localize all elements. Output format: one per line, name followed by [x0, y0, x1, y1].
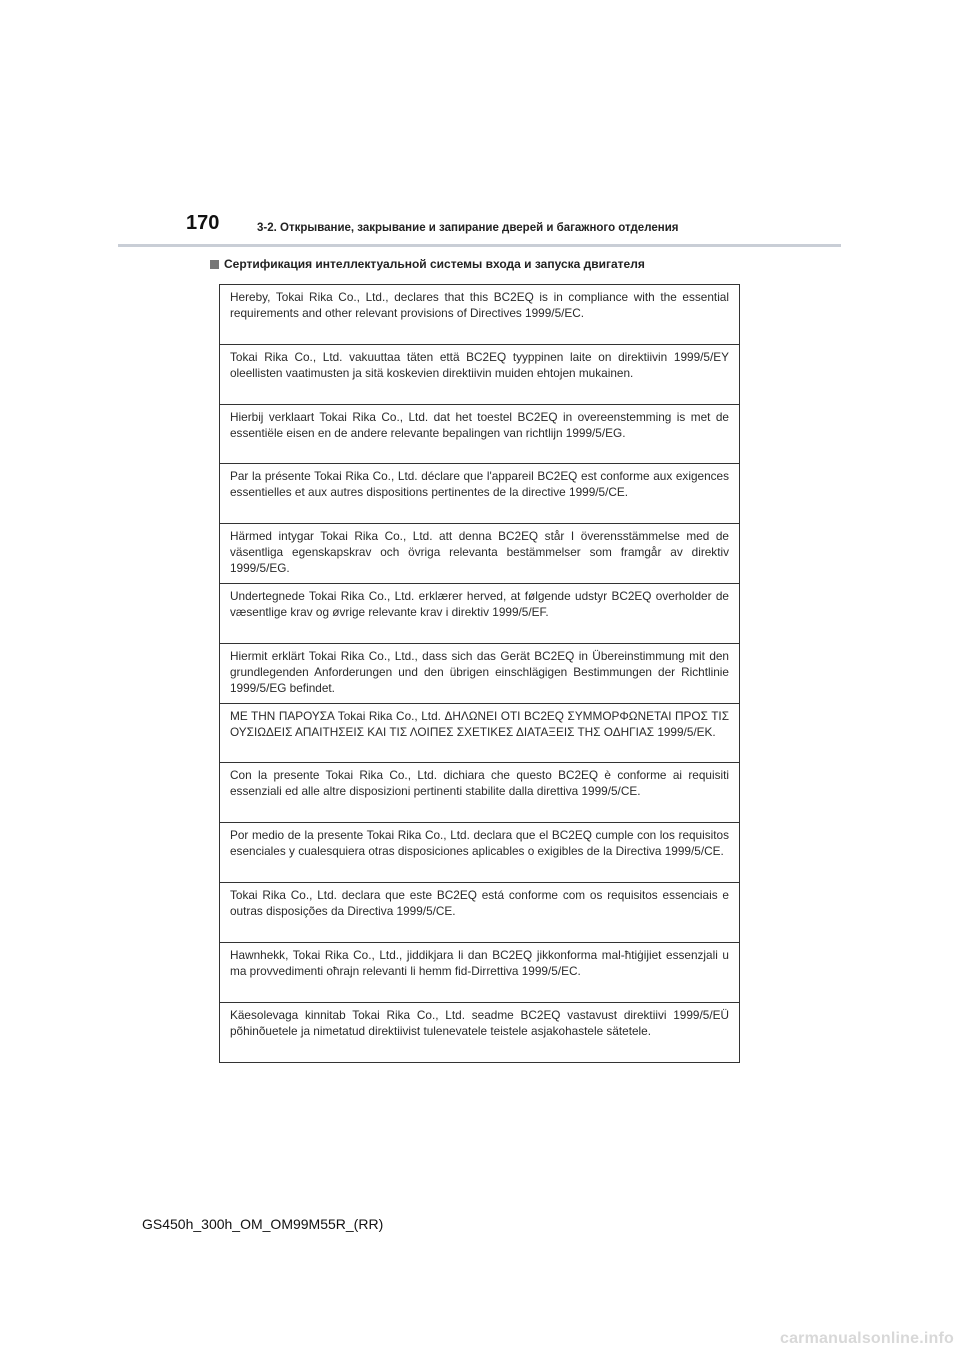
declaration-text: Härmed intygar Tokai Rika Co., Ltd. att denna BC2EQ står I överensstämmelse med de väsentliga egenskapskrav och övriga relevanta bestämmelser som framgår av direktiv 1999/5/EG.	[230, 529, 729, 576]
declaration-text: Hiermit erklärt Tokai Rika Co., Ltd., dass sich das Gerät BC2EQ in Übereinstimmung mit den grundlegenden Anforderungen und den übrigen einschlägigen Bestimmungen der Richtlinie 1999/5/EG befindet.	[230, 648, 729, 695]
subheading	[210, 257, 645, 271]
declaration-text: Tokai Rika Co., Ltd. vakuuttaa täten että BC2EQ tyyppinen laite on direktiivin 1999/5/EY oleellisten vaatimusten ja sitä koskevien direktiivin muiden ehtojen mukainen.	[230, 349, 729, 380]
declaration-text: Hierbij verklaart Tokai Rika Co., Ltd. dat het toestel BC2EQ in overeenstemming is met de essentiële eisen en de andere relevante bepalingen van richtlijn 1999/5/EG.	[230, 409, 729, 440]
section-title: 3-2. Открывание, закрывание и запирание дверей и багажного отделения	[257, 222, 679, 234]
declaration-row-danish	[220, 584, 739, 644]
declaration-row-spanish	[220, 823, 739, 883]
subheading-text: Сертификация интеллектуальной системы входа и запуска двигателя	[224, 257, 645, 271]
declaration-text: Käesolevaga kinnitab Tokai Rika Co., Ltd. seadme BC2EQ vastavust direktiivi 1999/5/EÜ põhinõuetele ja nimetatud direktiivist tulenevatele teistele asjakohastele sätetele.	[230, 1007, 729, 1038]
declaration-row-italian	[220, 763, 739, 823]
declaration-row-german	[220, 644, 739, 704]
declaration-row-estonian	[220, 1003, 739, 1063]
declaration-row-french	[220, 464, 739, 524]
page-number: 170	[186, 212, 220, 234]
declaration-table	[219, 284, 740, 1063]
declaration-row-greek	[220, 704, 739, 764]
declaration-text: Undertegnede Tokai Rika Co., Ltd. erklærer herved, at følgende udstyr BC2EQ overholder de væsentlige krav og øvrige relevante krav i direktiv 1999/5/EF.	[230, 588, 729, 619]
declaration-row-english	[220, 285, 739, 345]
declaration-text: ΜΕ ΤΗΝ ΠΑΡΟΥΣΑ Tokai Rika Co., Ltd. ΔΗΛΩΝΕΙ ΟΤΙ BC2EQ ΣΥΜΜΟΡΦΩΝΕΤΑΙ ΠΡΟΣ ΤΙΣ ΟΥΣΙΩΔΕΙΣ ΑΠΑΙΤΗΣΕΙΣ ΚΑΙ ΤΙΣ ΛΟΙΠΕΣ ΣΧΕΤΙΚΕΣ ΔΙΑΤΑΞΕΙΣ ΤΗΣ ΟΔΗΓΙΑΣ 1999/5/ΕΚ.	[230, 708, 729, 739]
manual-code: GS450h_300h_OM_OM99M55R_(RR)	[142, 1216, 384, 1232]
square-bullet-icon	[210, 260, 219, 269]
declaration-text: Tokai Rika Co., Ltd. declara que este BC2EQ está conforme com os requisitos essenciais e outras disposições da Directiva 1999/5/CE.	[230, 887, 729, 918]
declaration-row-swedish	[220, 524, 739, 584]
declaration-text: Con la presente Tokai Rika Co., Ltd. dichiara che questo BC2EQ è conforme ai requisiti essenziali ed alle altre disposizioni pertinenti stabilite dalla direttiva 1999/5/CE.	[230, 768, 729, 799]
declaration-row-dutch	[220, 405, 739, 465]
declaration-row-portuguese	[220, 883, 739, 943]
declaration-text: Par la présente Tokai Rika Co., Ltd. déclare que l'appareil BC2EQ est conforme aux exigences essentielles et aux autres dispositions pertinentes de la directive 1999/5/CE.	[230, 469, 729, 500]
declaration-text: Hawnhekk, Tokai Rika Co., Ltd., jiddikjara li dan BC2EQ jikkonforma mal-ħtiġijiet essenzjali u ma provvedimenti oħrajn relevanti li hemm fid-Dirrettiva 1999/5/EC.	[230, 947, 729, 978]
declaration-row-finnish	[220, 345, 739, 405]
declaration-row-maltese	[220, 943, 739, 1003]
declaration-text: Hereby, Tokai Rika Co., Ltd., declares that this BC2EQ is in compliance with the essential requirements and other relevant provisions of Directives 1999/5/EC.	[230, 290, 729, 320]
declaration-text: Por medio de la presente Tokai Rika Co., Ltd. declara que el BC2EQ cumple con los requisitos esenciales y cualesquiera otras disposiciones aplicables o exigibles de la Directiva 1999/5/CE.	[230, 828, 729, 859]
header-divider	[118, 244, 841, 247]
watermark: carmanualsonline.info	[779, 1330, 954, 1347]
